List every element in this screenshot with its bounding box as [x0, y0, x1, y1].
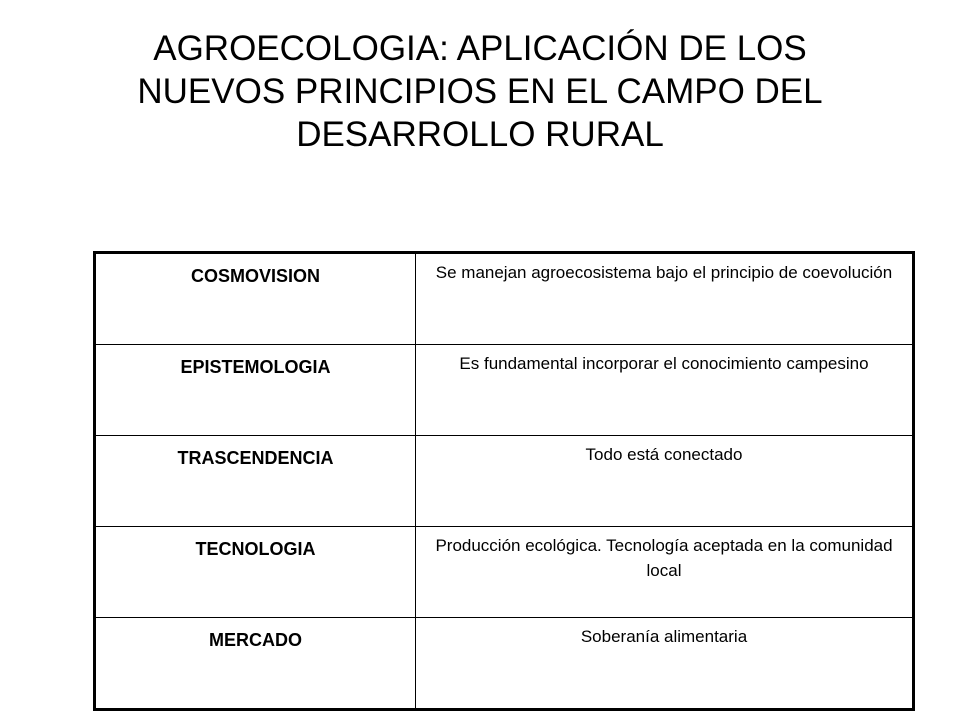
- description-cell: Es fundamental incorporar el conocimiento campesino: [416, 345, 914, 436]
- description-cell: Soberanía alimentaria: [416, 618, 914, 710]
- slide-title: [40, 27, 920, 156]
- table-row: [95, 253, 914, 345]
- table-row: [95, 345, 914, 436]
- title-line: NUEVOS PRINCIPIOS EN EL CAMPO DEL: [137, 72, 823, 111]
- title-line: DESARROLLO RURAL: [296, 115, 664, 154]
- description-cell: Todo está conectado: [416, 436, 914, 527]
- title-line: AGROECOLOGIA: APLICACIÓN DE LOS: [153, 29, 807, 68]
- term-cell: TRASCENDENCIA: [95, 436, 416, 527]
- table-row: [95, 436, 914, 527]
- table-row: [95, 527, 914, 618]
- description-cell: Producción ecológica. Tecnología aceptada en la comunidad local: [416, 527, 914, 618]
- term-cell: EPISTEMOLOGIA: [95, 345, 416, 436]
- table-row: [95, 618, 914, 710]
- principles-table: [93, 251, 915, 711]
- description-cell: Se manejan agroecosistema bajo el principio de coevolución: [416, 253, 914, 345]
- term-cell: TECNOLOGIA: [95, 527, 416, 618]
- term-cell: MERCADO: [95, 618, 416, 710]
- term-cell: COSMOVISION: [95, 253, 416, 345]
